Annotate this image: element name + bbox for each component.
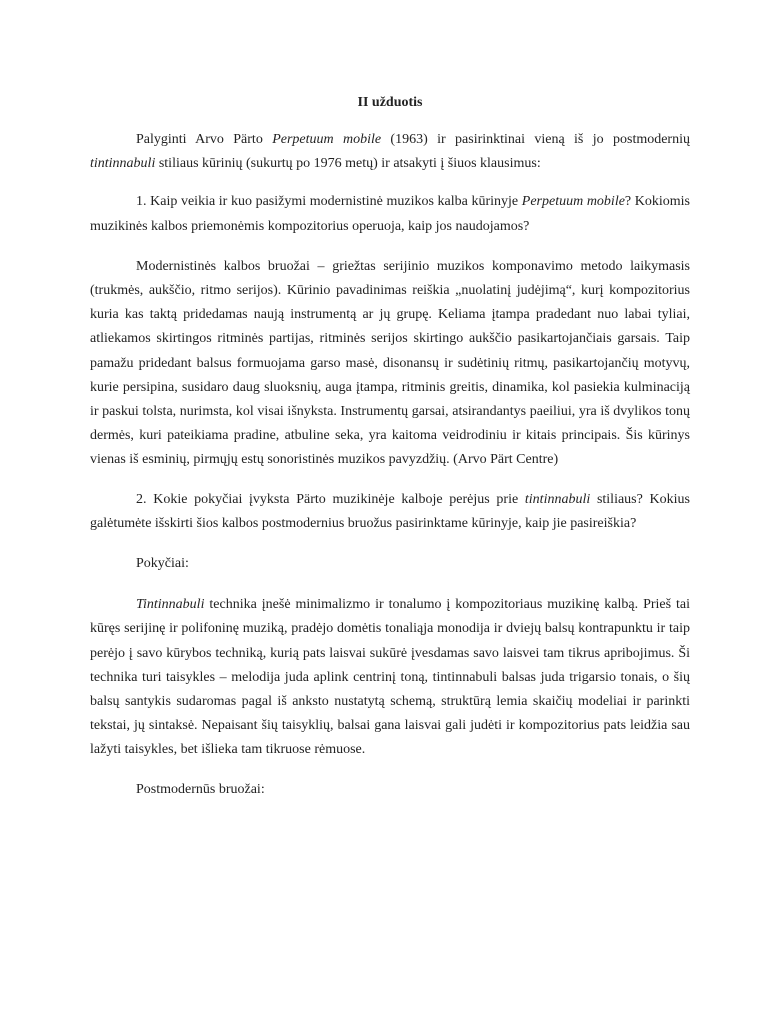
document-title: II užduotis: [357, 95, 423, 110]
postmodern-heading: Postmodernūs bruožai:: [136, 781, 265, 797]
question-1-work-title: Perpetuum mobile: [521, 194, 625, 210]
answer-2-style-name: Tintinnabuli: [136, 597, 205, 613]
intro-paragraph: [90, 128, 690, 176]
question-2-style-name: tintinnabuli: [524, 491, 591, 507]
intro-text-1: Palyginti Arvo Pärto: [136, 132, 273, 147]
answer-1-paragraph: Modernistinės kalbos bruožai – griežtas serijinio muzikos komponavimo metodo laikymasis (trukmės, aukščio, ritmo serijos). Kūrinio pavadinimas reiškia „nuolatinį judėjimą“, kurį kompozitorius kuria kas taktą pridedamas naują instrumentą ar jų grupę. Keliama įtampa pradedant nuo labai tyliai, atliekamos skirtingos ritminės partijas, ritminės serijos skirtingo aukščio pasikartojančiais garsais. Taip pamažu pridedant balsus formuojama garso masė, disonansų ir sudėtinių ritmų, pasikartojančių motyvų, kurie persipina, susidaro daug sluoksnių, auga įtampa, ritminis greitis, dinamika, kol pasiekia kulminaciją ir paskui tolsta, nurimsta, kol visai išnyksta. Instrumentų garsai, atsirandantys paeiliui, yra iš dvylikos tonų dermės, kuri pateikiama pradine, atbuline seka, yra kaitoma veidrodiniu ir kitais principais. Šis kūrinys vienas iš esminių, pirmųjų estų sonoristinės muzikos pavyzdžių. (Arvo Pärt Centre): [90, 258, 690, 468]
intro-style-name: tintinnabuli: [90, 156, 156, 172]
question-1: [90, 190, 690, 238]
answer-2-text: technika įnešė minimalizmo ir tonalumo į kompozitoriaus muzikinę kalbą. Prieš tai kūręs serijinę ir polifoninę muziką, pradėjo domėtis tonaliąja monodija ir dviejų balsų kontrapunktu ir taip perėjo į savo kūrybos techniką, kurią pats laisvai sukūrė įvesdamas savo laisvei tam tikrus apribojimus. Ši technika turi taisykles – melodija juda aplink centrinį toną, tintinnabuli balsas juda trigarsio tonais, o šių balsų santykis sudaromas pagal iš anksto nustatytą schemą, struktūrą lemia skaičių modeliai ir parinkti tekstai, jų sintaksė. Nepaisant šių taisyklių, balsai gana laisvai gali judėti ir kompozitorius pats leidžia sau lažyti taisykles, bet išlieka tam tikruose rėmuose.: [90, 597, 690, 758]
question-2-text-1: 2. Kokie pokyčiai įvyksta Pärto muzikinėje kalboje perėjus prie: [136, 491, 525, 507]
question-2-text-2: stiliaus? Kokius galėtumėte išskirti šios kalbos postmodernius bruožus pasirinktame kūrinyje, kaip jie pasireiškia?: [90, 491, 690, 531]
document-page: [90, 92, 690, 819]
intro-work-title: Perpetuum mobile: [272, 132, 382, 147]
intro-text-3: stiliaus kūrinių (sukurtų po 1976 metų) ir atsakyti į šiuos klausimus:: [155, 156, 541, 172]
changes-heading: Pokyčiai:: [136, 556, 189, 572]
intro-text-2: (1963) ir pasirinktinai vieną iš jo postmodernių: [381, 132, 690, 147]
question-2: [90, 488, 690, 536]
question-1-text-1: 1. Kaip veikia ir kuo pasižymi modernistinė muzikos kalba kūrinyje: [136, 194, 522, 210]
question-1-text-2: ? Kokiomis muzikinės kalbos priemonėmis kompozitorius operuoja, kaip jos naudojamos?: [90, 194, 690, 234]
answer-2-paragraph: [90, 593, 690, 762]
